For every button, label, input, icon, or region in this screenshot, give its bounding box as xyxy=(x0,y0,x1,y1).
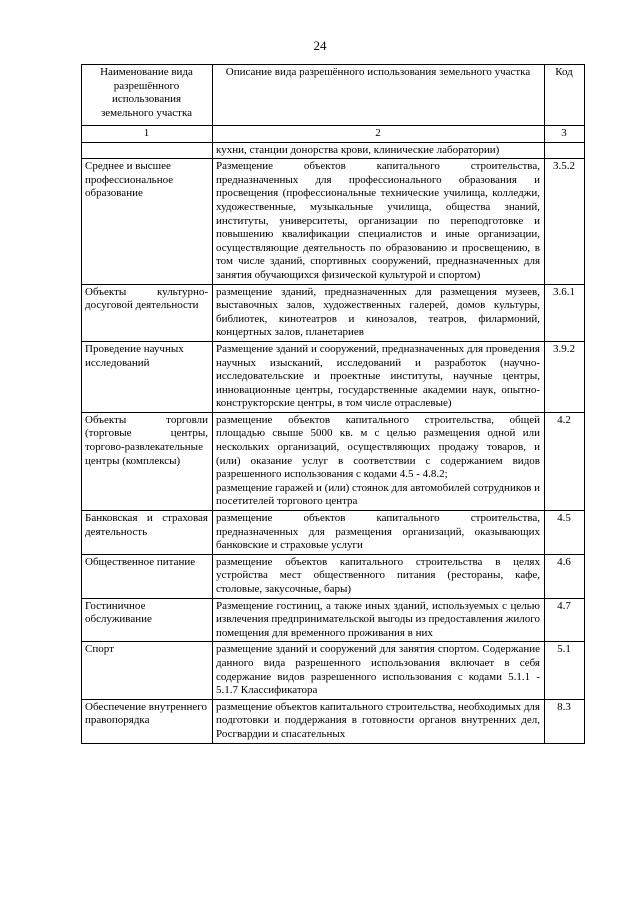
table-row xyxy=(82,341,585,412)
header-description: Описание вида разрешённого использования земельного участка xyxy=(213,65,545,126)
header-code: Код xyxy=(545,65,585,126)
row-name: Проведение научных исследований xyxy=(82,341,213,412)
row-description: Размещение гостиниц, а также иных зданий, используемых с целью извлечения предпринимательской выгоды из предоставления жилого помещения для временного проживания в них xyxy=(213,598,545,642)
table-row xyxy=(82,159,585,284)
row-description: размещение объектов капитального строительства, предназначенных для размещения организаций, оказывающих банковские и страховые услуги xyxy=(213,511,545,555)
row-name: Гостиничное обслуживание xyxy=(82,598,213,642)
row-code xyxy=(545,142,585,159)
row-name: Спорт xyxy=(82,642,213,699)
header-name: Наименование вида разрешённого использования земельного участка xyxy=(82,65,213,126)
table-row xyxy=(82,142,585,159)
row-description: размещение зданий и сооружений для занятия спортом. Содержание данного вида разрешенного использования включает в себя содержание видов разрешенного использования с кодами 5.1.1 - 5.1.7 Классификатора xyxy=(213,642,545,699)
table-row xyxy=(82,554,585,598)
row-name: Среднее и высшее профессиональное образование xyxy=(82,159,213,284)
row-description: Размещение объектов капитального строительства, предназначенных для профессионального образования и просвещения (профессиональные технические училища, колледжи, художественные, музыкальные училища, общества знаний, институты, университеты, организации по переподготовке и повышению квалификации специалистов и иные организации, осуществляющие деятельность по образованию и просвещению, в том числе зданий, спортивных сооружений, предназначенных для занятия обучающихся физической культурой и спортом) xyxy=(213,159,545,284)
row-description: кухни, станции донорства крови, клинические лаборатории) xyxy=(213,142,545,159)
row-name: Объекты торговли (торговые центры, торгово-развлекательные центры (комплексы) xyxy=(82,412,213,510)
row-description: размещение объектов капитального строительства, общей площадью свыше 5000 кв. м с целью размещения одной или нескольких организаций, осуществляющих продажу товаров, и (или) оказание услуг в соответствии с содержанием видов разрешенного использования с кодами 4.5 - 4.8.2; xyxy=(216,413,540,481)
row-name: Общественное питание xyxy=(82,554,213,598)
column-number: 3 xyxy=(545,126,585,143)
column-number: 2 xyxy=(213,126,545,143)
row-code: 5.1 xyxy=(545,642,585,699)
table-row xyxy=(82,284,585,341)
row-code: 4.6 xyxy=(545,554,585,598)
row-name: Банковская и страховая деятельность xyxy=(82,511,213,555)
row-name: Объекты культурно-досуговой деятельности xyxy=(82,284,213,341)
row-code: 4.2 xyxy=(545,412,585,510)
table-row xyxy=(82,598,585,642)
page-number: 24 xyxy=(313,38,327,53)
table-row xyxy=(82,511,585,555)
table-row xyxy=(82,412,585,510)
row-code: 4.5 xyxy=(545,511,585,555)
column-number-row xyxy=(82,126,585,143)
land-use-table xyxy=(81,64,585,744)
column-number: 1 xyxy=(82,126,213,143)
row-code: 3.5.2 xyxy=(545,159,585,284)
row-description-cell xyxy=(213,412,545,510)
row-code: 3.9.2 xyxy=(545,341,585,412)
row-name: Обеспечение внутреннего правопорядка xyxy=(82,699,213,743)
table-row xyxy=(82,642,585,699)
row-description: размещение объектов капитального строительства, необходимых для подготовки и поддержания в готовности органов внутренних дел, Росгвардии и спасательных xyxy=(213,699,545,743)
row-description-extra: размещение гаражей и (или) стоянок для автомобилей сотрудников и посетителей торгового центра xyxy=(216,481,540,508)
row-description: Размещение зданий и сооружений, предназначенных для проведения научных изысканий, исследований и разработок (научно-исследовательские и проектные институты, научные центры, инновационные центры, государственные академии наук, опытно-конструкторские центры, в том числе отраслевые) xyxy=(213,341,545,412)
row-description: размещение объектов капитального строительства в целях устройства мест общественного питания (рестораны, кафе, столовые, закусочные, бары) xyxy=(213,554,545,598)
row-code: 3.6.1 xyxy=(545,284,585,341)
row-description: размещение зданий, предназначенных для размещения музеев, выставочных залов, художественных галерей, домов культуры, библиотек, кинотеатров и кинозалов, театров, филармоний, концертных залов, планетариев xyxy=(213,284,545,341)
row-code: 4.7 xyxy=(545,598,585,642)
row-name xyxy=(82,142,213,159)
table-row xyxy=(82,699,585,743)
row-code: 8.3 xyxy=(545,699,585,743)
table-header-row xyxy=(82,65,585,126)
